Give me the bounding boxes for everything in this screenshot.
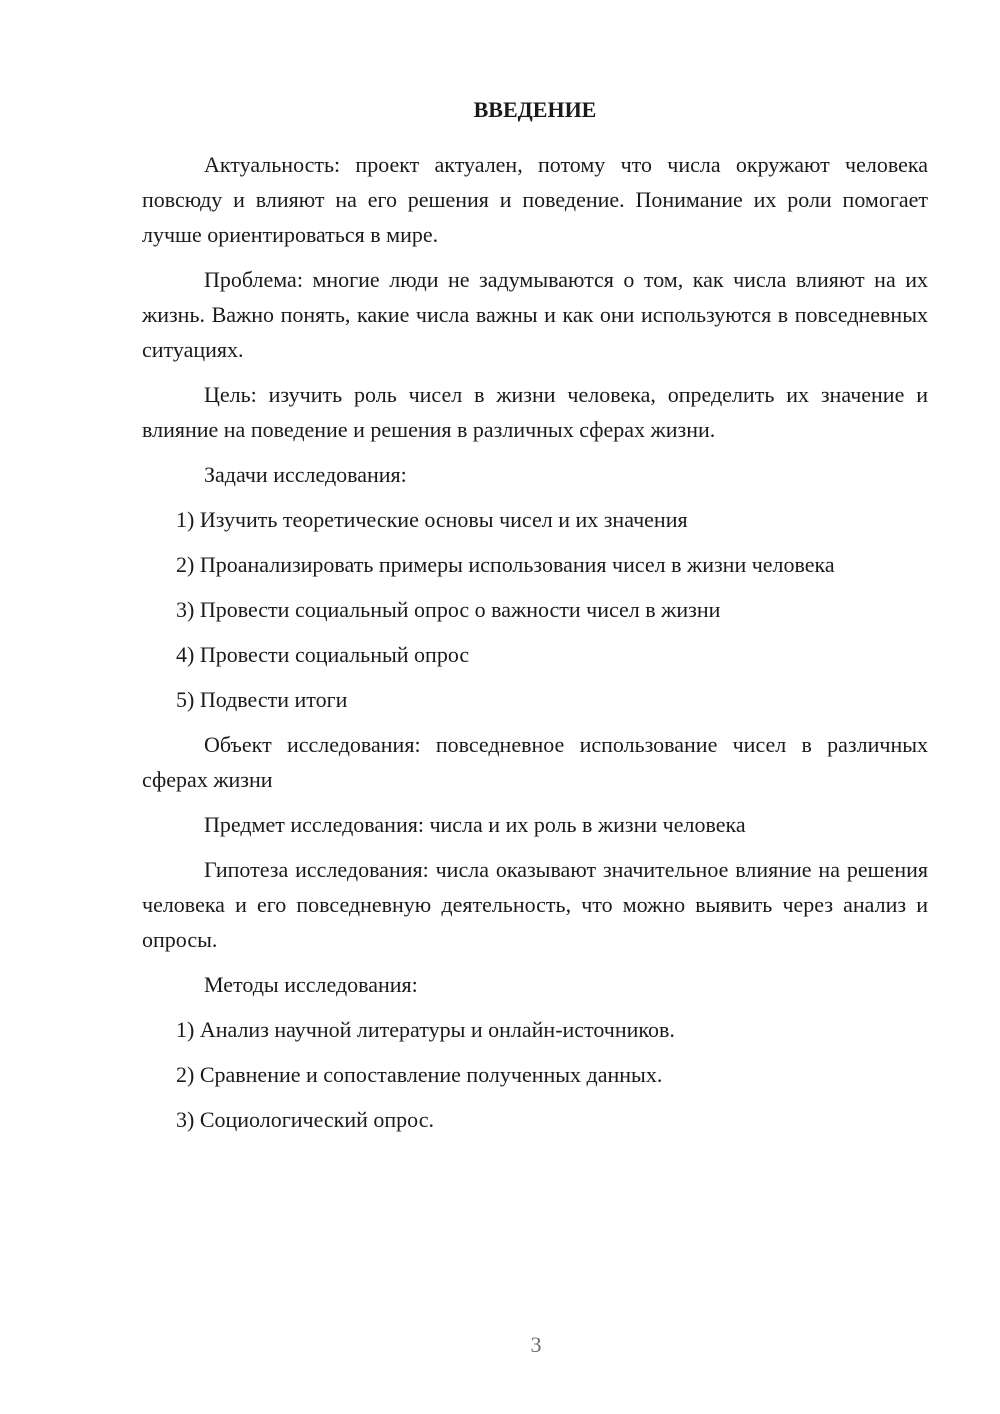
methods-list xyxy=(142,1012,928,1137)
document-page xyxy=(142,92,928,1147)
list-item: 3) Провести социальный опрос о важности чисел в жизни xyxy=(176,597,721,622)
list-item: 2) Сравнение и сопоставление полученных данных. xyxy=(176,1062,663,1087)
paragraph-hypothesis: Гипотеза исследования: числа оказывают значительное влияние на решения человека и его повседневную деятельность, что можно выявить через анализ и опросы. xyxy=(142,857,928,952)
list-item: 2) Проанализировать примеры использования чисел в жизни человека xyxy=(176,552,835,577)
paragraph-subject: Предмет исследования: числа и их роль в жизни человека xyxy=(204,812,746,837)
list-item: 5) Подвести итоги xyxy=(176,687,348,712)
paragraph-problem: Проблема: многие люди не задумываются о том, как числа влияют на их жизнь. Важно понять, какие числа важны и как они используются в повседневных ситуациях. xyxy=(142,267,928,362)
list-item: 1) Изучить теоретические основы чисел и их значения xyxy=(176,507,688,532)
tasks-list xyxy=(142,502,928,717)
tasks-heading: Задачи исследования: xyxy=(204,462,407,487)
list-item: 3) Социологический опрос. xyxy=(176,1107,434,1132)
section-title: ВВЕДЕНИЕ xyxy=(473,97,597,122)
page-number: 3 xyxy=(530,1332,542,1357)
paragraph-relevance: Актуальность: проект актуален, потому что числа окружают человека повсюду и влияют на его решения и поведение. Понимание их роли помогает лучше ориентироваться в мире. xyxy=(142,152,928,247)
methods-heading: Методы исследования: xyxy=(204,972,418,997)
paragraph-object: Объект исследования: повседневное использование чисел в различных сферах жизни xyxy=(142,732,928,792)
paragraph-goal: Цель: изучить роль чисел в жизни человека, определить их значение и влияние на поведение и решения в различных сферах жизни. xyxy=(142,382,928,442)
list-item: 1) Анализ научной литературы и онлайн-источников. xyxy=(176,1017,675,1042)
list-item: 4) Провести социальный опрос xyxy=(176,642,470,667)
